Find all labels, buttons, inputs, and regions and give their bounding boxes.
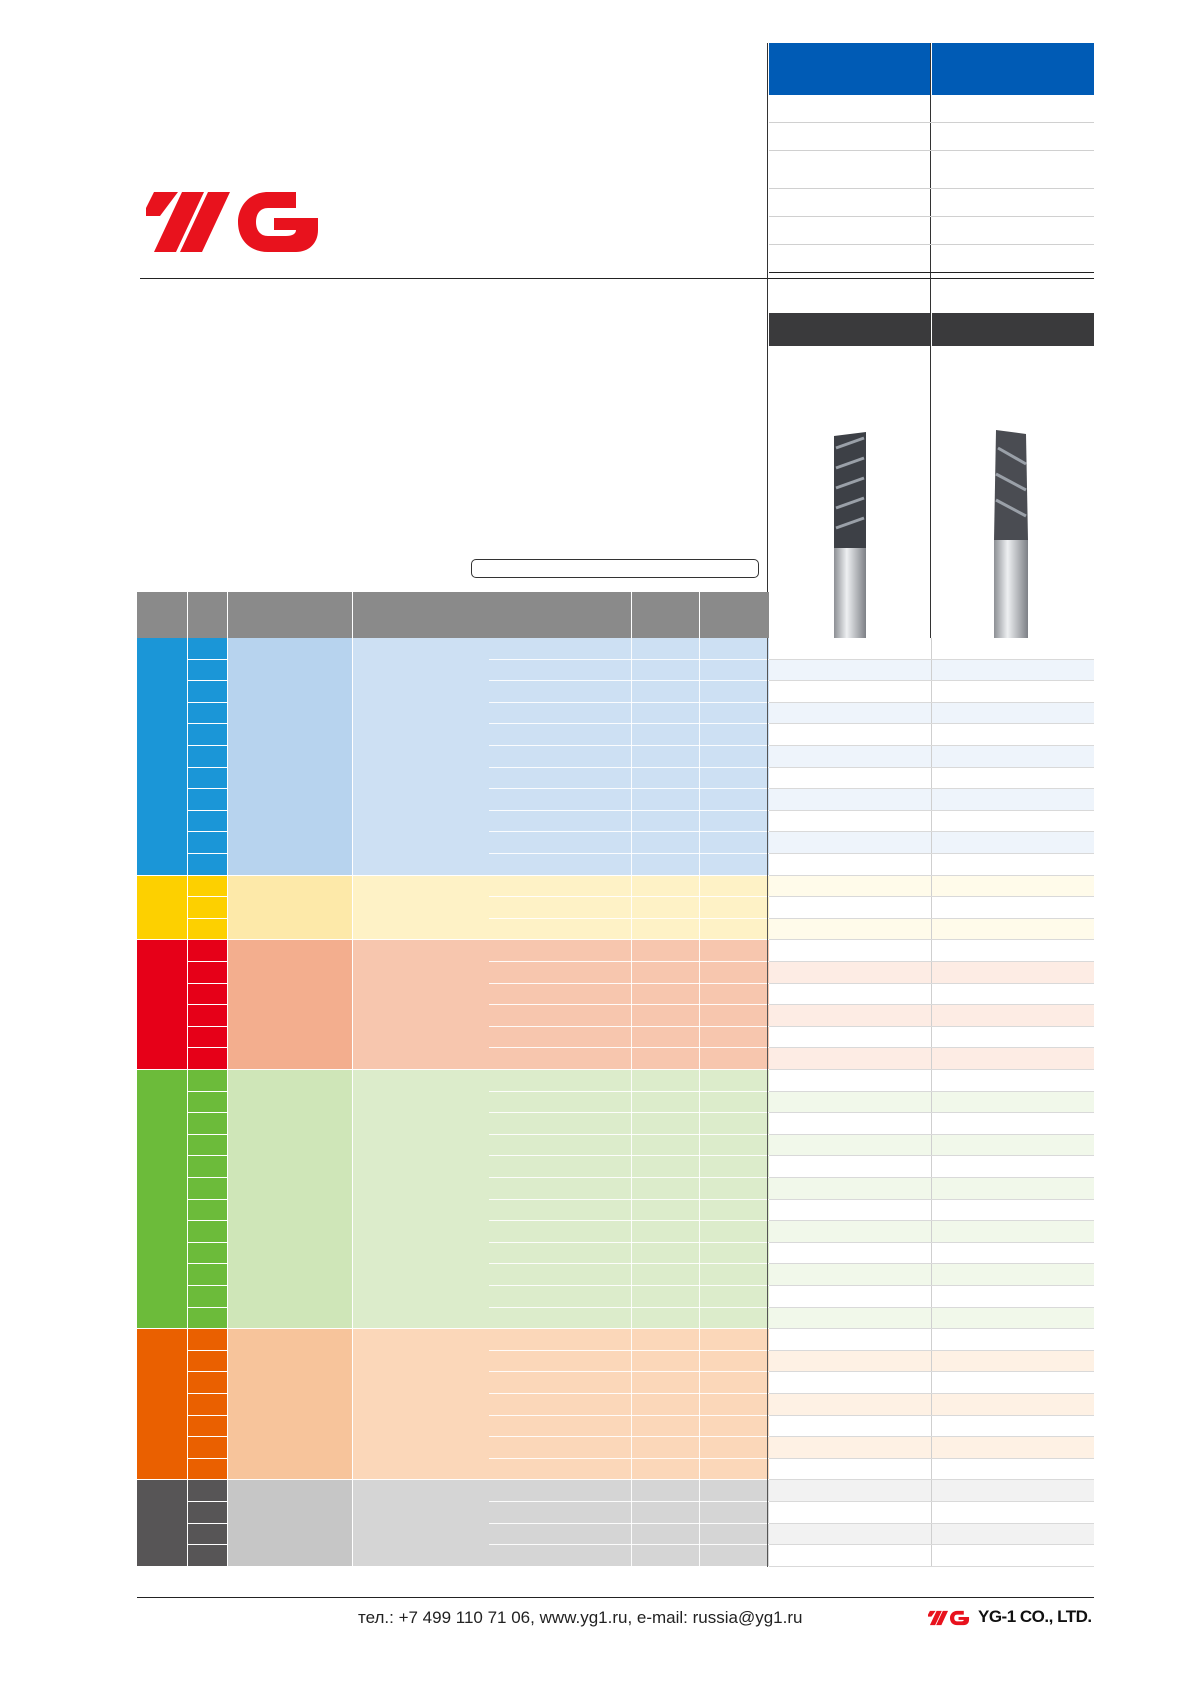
material-code-cell	[188, 1437, 227, 1459]
material-group-p	[137, 638, 1094, 876]
table-row	[769, 768, 1094, 790]
material-code-cell	[188, 660, 227, 682]
group-description-block	[353, 876, 769, 941]
table-row	[769, 1459, 1094, 1481]
brand-logo	[146, 190, 322, 254]
table-row	[769, 1200, 1094, 1222]
group-subclass-block	[228, 1329, 352, 1480]
material-code-cell	[188, 897, 227, 919]
material-code-cell	[188, 1308, 227, 1330]
column-header-2	[932, 43, 1094, 95]
table-row	[769, 1027, 1094, 1049]
table-row	[769, 746, 1094, 768]
material-code-cell	[188, 1178, 227, 1200]
table-row	[769, 1156, 1094, 1178]
column-line	[631, 1329, 632, 1480]
table-row	[769, 1221, 1094, 1243]
table-row	[769, 703, 1094, 725]
material-code-cell	[188, 1092, 227, 1114]
material-code-cell	[188, 811, 227, 833]
material-code-cell	[188, 1264, 227, 1286]
dark-header-2	[932, 313, 1094, 346]
column-line	[631, 1480, 632, 1566]
table-row	[769, 897, 1094, 919]
material-group-m	[137, 876, 1094, 941]
table-row	[769, 1394, 1094, 1416]
group-description-block	[353, 638, 769, 876]
column-header-1	[769, 43, 930, 95]
table-row	[769, 1005, 1094, 1027]
material-group-n	[137, 1070, 1094, 1329]
table-row-line	[489, 1544, 769, 1545]
dark-header-1	[769, 313, 930, 346]
material-code-cell	[188, 1156, 227, 1178]
column-line	[631, 1070, 632, 1329]
table-header	[137, 592, 769, 638]
material-code-cell	[188, 1113, 227, 1135]
group-description-block	[353, 940, 769, 1070]
footer-company: YG-1 CO., LTD.	[978, 1607, 1092, 1626]
material-code-cell	[188, 984, 227, 1006]
material-code-cell	[188, 1200, 227, 1222]
group-color-block	[137, 1070, 187, 1329]
group-subclass-block	[228, 940, 352, 1070]
table-row	[769, 1048, 1094, 1070]
table-row	[769, 789, 1094, 811]
column-line	[699, 1329, 700, 1480]
table-row-line	[489, 1523, 769, 1524]
table-row	[769, 876, 1094, 898]
material-code-cell	[188, 746, 227, 768]
table-row-line	[489, 831, 769, 832]
footer-contact: тел.: +7 499 110 71 06, www.yg1.ru, e-mail: russia@yg1.ru	[358, 1608, 803, 1627]
table-row	[769, 1243, 1094, 1265]
material-code-cell	[188, 1048, 227, 1070]
table-row	[769, 1437, 1094, 1459]
group-subclass-block	[228, 638, 352, 876]
group-color-block	[137, 876, 187, 941]
material-code-cell	[188, 1372, 227, 1394]
table-row	[769, 1178, 1094, 1200]
material-code-cell	[188, 1502, 227, 1524]
table-row-line	[489, 1371, 769, 1372]
material-group-h	[137, 1480, 1094, 1566]
table-row-line	[489, 1263, 769, 1264]
material-code-cell	[188, 1286, 227, 1308]
table-row-line	[489, 1112, 769, 1113]
material-code-cell	[188, 962, 227, 984]
table-row	[769, 1070, 1094, 1092]
column-line	[631, 876, 632, 941]
table-row-line	[489, 680, 769, 681]
table-row	[769, 811, 1094, 833]
material-code-cell	[188, 768, 227, 790]
table-row-line	[489, 1242, 769, 1243]
table-row-line	[489, 1177, 769, 1178]
footer-logo	[928, 1610, 970, 1626]
table-row-line	[489, 1436, 769, 1437]
end-mill-4-flute-coated-icon	[990, 428, 1032, 638]
group-description-block	[353, 1070, 769, 1329]
material-code-cell	[188, 1070, 227, 1092]
material-code-cell	[188, 1351, 227, 1373]
material-code-cell	[188, 1480, 227, 1502]
material-group-s	[137, 1329, 1094, 1480]
product-image-2	[990, 428, 1032, 638]
table-row-line	[489, 961, 769, 962]
table-row-line	[489, 1004, 769, 1005]
table-row	[769, 681, 1094, 703]
column-line	[631, 940, 632, 1070]
material-code-cell	[188, 1005, 227, 1027]
column-line	[699, 1070, 700, 1329]
table-row-line	[489, 1307, 769, 1308]
material-code-cell	[188, 1135, 227, 1157]
table-row-line	[489, 1350, 769, 1351]
group-separator	[137, 1566, 769, 1567]
material-code-cell	[188, 789, 227, 811]
group-color-block	[137, 638, 187, 876]
table-row	[769, 1135, 1094, 1157]
table-row	[769, 1264, 1094, 1286]
table-row-line	[489, 1047, 769, 1048]
spec-rows	[769, 95, 1094, 315]
material-code-cell	[188, 832, 227, 854]
material-code-cell	[188, 876, 227, 898]
material-code-cell	[188, 703, 227, 725]
table-row	[769, 1113, 1094, 1135]
material-group-k	[137, 940, 1094, 1070]
material-table	[137, 638, 1094, 1571]
material-code-cell	[188, 1243, 227, 1265]
table-row	[769, 1286, 1094, 1308]
table-row-line	[489, 1220, 769, 1221]
table-row	[769, 984, 1094, 1006]
table-row	[769, 832, 1094, 854]
table-row-line	[489, 1091, 769, 1092]
table-row-line	[489, 745, 769, 746]
table-row-line	[489, 1285, 769, 1286]
table-row-line	[489, 1393, 769, 1394]
table-row-line	[489, 659, 769, 660]
table-row-line	[489, 1458, 769, 1459]
table-row-line	[489, 1415, 769, 1416]
material-code-cell	[188, 854, 227, 876]
table-row	[769, 940, 1094, 962]
group-subclass-block	[228, 876, 352, 941]
table-row	[769, 1502, 1094, 1524]
table-row-line	[489, 1155, 769, 1156]
table-row	[769, 1308, 1094, 1330]
material-code-cell	[188, 919, 227, 941]
table-row-line	[489, 723, 769, 724]
search-input[interactable]	[471, 559, 759, 578]
table-row-line	[489, 810, 769, 811]
group-color-block	[137, 1480, 187, 1566]
table-row	[769, 1545, 1094, 1567]
table-row	[769, 638, 1094, 660]
table-row-line	[489, 983, 769, 984]
table-row	[769, 854, 1094, 876]
group-description-block	[353, 1480, 769, 1566]
table-row	[769, 1416, 1094, 1438]
material-code-cell	[188, 1459, 227, 1481]
group-color-block	[137, 1329, 187, 1480]
group-subclass-block	[228, 1070, 352, 1329]
column-line	[699, 940, 700, 1070]
table-row-line	[489, 1134, 769, 1135]
column-line	[631, 638, 632, 876]
group-color-block	[137, 940, 187, 1070]
table-row	[769, 1524, 1094, 1546]
table-row	[769, 724, 1094, 746]
table-row-line	[489, 788, 769, 789]
table-row-line	[489, 918, 769, 919]
material-code-cell	[188, 1394, 227, 1416]
material-code-cell	[188, 681, 227, 703]
material-code-cell	[188, 724, 227, 746]
table-row	[769, 919, 1094, 941]
column-line	[699, 638, 700, 876]
group-subclass-block	[228, 1480, 352, 1566]
material-code-cell	[188, 1027, 227, 1049]
material-code-cell	[188, 1416, 227, 1438]
material-code-cell	[188, 1545, 227, 1567]
end-mill-4-flute-icon	[830, 428, 870, 638]
table-row	[769, 1372, 1094, 1394]
column-line	[699, 876, 700, 941]
material-code-cell	[188, 940, 227, 962]
table-row	[769, 1092, 1094, 1114]
table-divider	[767, 638, 768, 1567]
table-row	[769, 660, 1094, 682]
column-divider-1	[767, 43, 768, 638]
table-row-line	[489, 896, 769, 897]
material-code-cell	[188, 1524, 227, 1546]
table-row-line	[489, 1199, 769, 1200]
table-row-line	[489, 767, 769, 768]
table-row	[769, 1351, 1094, 1373]
material-code-cell	[188, 1221, 227, 1243]
table-row	[769, 1329, 1094, 1351]
table-row-line	[489, 1501, 769, 1502]
material-code-cell	[188, 1329, 227, 1351]
product-image-1	[830, 428, 870, 638]
table-row-line	[489, 1026, 769, 1027]
table-row-line	[489, 702, 769, 703]
column-line	[699, 1480, 700, 1566]
table-row	[769, 1480, 1094, 1502]
table-row	[769, 962, 1094, 984]
material-code-cell	[188, 638, 227, 660]
footer-divider	[137, 1597, 1094, 1598]
table-row-line	[489, 853, 769, 854]
